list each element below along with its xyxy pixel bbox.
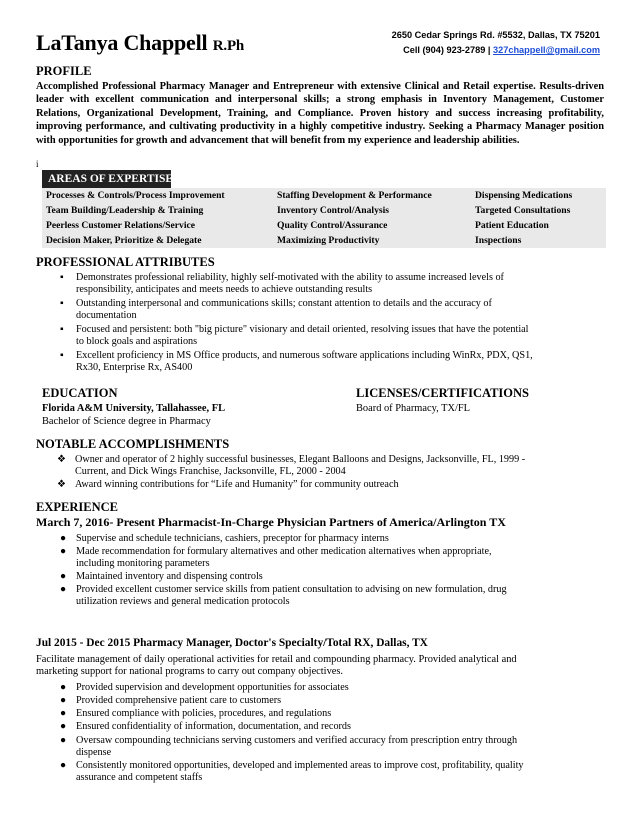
round-bullet-icon: ● (60, 546, 67, 557)
experience-heading: EXPERIENCE (36, 500, 118, 514)
round-bullet-icon: ● (60, 695, 67, 706)
attributes-heading: PROFESSIONAL ATTRIBUTES (36, 255, 215, 269)
round-bullet-icon: ● (60, 760, 67, 771)
item-line: Provided excellent customer service skills from patient consultation to advising on new formulation, drug (76, 584, 507, 595)
square-bullet-icon: ▪ (60, 324, 64, 335)
licenses-heading: LICENSES/CERTIFICATIONS (356, 386, 529, 400)
expertise-cell: Inspections (475, 235, 522, 246)
list-item (60, 298, 608, 323)
item-line: Outstanding interpersonal and communications skills; constant attention to details and the accuracy of (76, 298, 492, 309)
expertise-cell: Staffing Development & Performance (277, 190, 432, 201)
round-bullet-icon: ● (60, 721, 67, 732)
item-line: Provided supervision and development opportunities for associates (76, 682, 349, 693)
item-line: Made recommendation for formulary alternatives and other medication alternatives when appropriate, (76, 546, 492, 557)
list-item (60, 695, 608, 707)
expertise-cell: Dispensing Medications (475, 190, 573, 201)
item-line: Owner and operator of 2 highly successful businesses, Elegant Balloons and Designs, Jacksonville, FL, 1999 - (75, 454, 526, 465)
expertise-cell: Peerless Customer Relations/Service (46, 220, 196, 231)
item-line: including monitoring parameters (76, 558, 210, 570)
item-line: Current, and Dick Wings Franchise, Jacksonville, FL, 2000 - 2004 (75, 466, 346, 478)
expertise-cell: Decision Maker, Prioritize & Delegate (46, 235, 202, 246)
education-heading: EDUCATION (42, 386, 118, 400)
phone: Cell (904) 923-2789 | (403, 45, 491, 55)
list-item (60, 571, 608, 583)
round-bullet-icon: ● (60, 682, 67, 693)
phone-email-line (392, 43, 600, 58)
item-line: Focused and persistent: both "big picture" visionary and detail oriented, resolving issues that have the potential (76, 324, 529, 335)
round-bullet-icon: ● (60, 584, 67, 595)
round-bullet-icon: ● (60, 708, 67, 719)
areas-of-expertise-heading: AREAS OF EXPERTISE (42, 170, 171, 188)
list-item (57, 454, 609, 479)
expertise-cell: Quality Control/Assurance (277, 220, 388, 231)
item-line: responsibility, anticipates and meets needs to achieve outstanding results (76, 284, 373, 296)
list-item (60, 533, 608, 545)
round-bullet-icon: ● (60, 735, 67, 746)
job-summary (36, 654, 608, 679)
expertise-cell: Targeted Consultations (475, 205, 571, 216)
expertise-cell: Processes & Controls/Process Improvement (46, 190, 225, 201)
item-line: Rx30, Enterprise Rx, AS400 (76, 362, 193, 374)
expertise-cell: Patient Education (475, 220, 549, 231)
list-item (60, 546, 608, 571)
education-degree: Bachelor of Science degree in Pharmacy (42, 416, 211, 427)
square-bullet-icon: ▪ (60, 272, 64, 283)
expertise-cell: Inventory Control/Analysis (277, 205, 390, 216)
item-line: Award winning contributions for “Life and Humanity” for community outreach (75, 479, 399, 490)
list-item (60, 760, 608, 785)
credential: R.Ph (212, 38, 245, 54)
profile-text: Accomplished Professional Pharmacy Manager and Entrepreneur with extensive Clinical and Retail expertise. Results-driven leader with excellent communication and interpersonal skills; a strong emphasis in Inventory Management, Customer Relations, Organizational Development, Training, and Compliance. Proven history and success increasing profitability, improving performance, and cultivating productivity in a highly competitive industry. Seeking a Pharmacy Manager position with opportunities for growth and advancement that will benefit from my experience and leadership abilities. (36, 81, 604, 146)
item-line: dispense (76, 747, 112, 759)
item-line: Ensured confidentiality of information, documentation, and records (76, 721, 351, 732)
list-item (57, 479, 609, 491)
list-item (60, 324, 608, 349)
expertise-cell: Maximizing Productivity (277, 235, 380, 246)
item-line: Demonstrates professional reliability, highly self-motivated with the ability to assume increased levels of (76, 272, 504, 283)
item-line: Excellent proficiency in MS Office products, and numerous software applications including WinRx, PDX, QS1, (76, 350, 533, 361)
list-item (60, 735, 608, 760)
list-item (60, 682, 608, 694)
square-bullet-icon: ▪ (60, 298, 64, 309)
license-item: Board of Pharmacy, TX/FL (356, 403, 470, 414)
item-line: Consistently monitored opportunities, developed and implemented areas to improve cost, profitability, quality (76, 760, 524, 771)
diamond-bullet-icon: ❖ (57, 479, 67, 490)
item-line: Supervise and schedule technicians, cashiers, preceptor for pharmacy interns (76, 533, 389, 544)
item-line: Oversaw compounding technicians serving customers and verified accuracy from prescription entry through (76, 735, 518, 746)
square-bullet-icon: ▪ (60, 350, 64, 361)
areas-of-expertise-table (42, 188, 606, 248)
stray-mark: i (36, 159, 39, 169)
diamond-bullet-icon: ❖ (57, 454, 67, 465)
accomplishments-heading: NOTABLE ACCOMPLISHMENTS (36, 437, 230, 451)
contact-block (392, 28, 600, 58)
list-item (60, 721, 608, 733)
item-line: assurance and competent staffs (76, 772, 203, 784)
item-line: Provided comprehensive patient care to customers (76, 695, 282, 706)
profile-heading: PROFILE (36, 64, 92, 78)
name-text: LaTanya Chappell (36, 30, 208, 55)
summary-line: marketing support for national programs to carry out company objectives. (36, 666, 344, 678)
list-item (60, 350, 608, 375)
list-item (60, 708, 608, 720)
email-link[interactable]: 327chappell@gmail.com (493, 45, 600, 55)
address: 2650 Cedar Springs Rd. #5532, Dallas, TX 75201 (391, 30, 600, 40)
job-title: March 7, 2016- Present Pharmacist-In-Charge Physician Partners of America/Arlington TX (36, 515, 506, 529)
item-line: to block goals and aspirations (76, 336, 198, 348)
round-bullet-icon: ● (60, 571, 67, 582)
education-school: Florida A&M University, Tallahassee, FL (42, 403, 225, 414)
list-item (60, 272, 608, 297)
candidate-name (36, 30, 244, 56)
job-title: Jul 2015 - Dec 2015 Pharmacy Manager, Doctor's Specialty/Total RX, Dallas, TX (36, 637, 428, 649)
summary-line: Facilitate management of daily operational activities for retail and compounding pharmacy. Provided analytical and (36, 654, 517, 665)
item-line: Maintained inventory and dispensing controls (76, 571, 263, 582)
expertise-cell: Team Building/Leadership & Training (46, 205, 204, 216)
item-line: Ensured compliance with policies, procedures, and regulations (76, 708, 332, 719)
list-item (60, 584, 608, 609)
item-line: documentation (76, 310, 137, 322)
round-bullet-icon: ● (60, 533, 67, 544)
item-line: utilization reviews and general medication protocols (76, 596, 290, 608)
